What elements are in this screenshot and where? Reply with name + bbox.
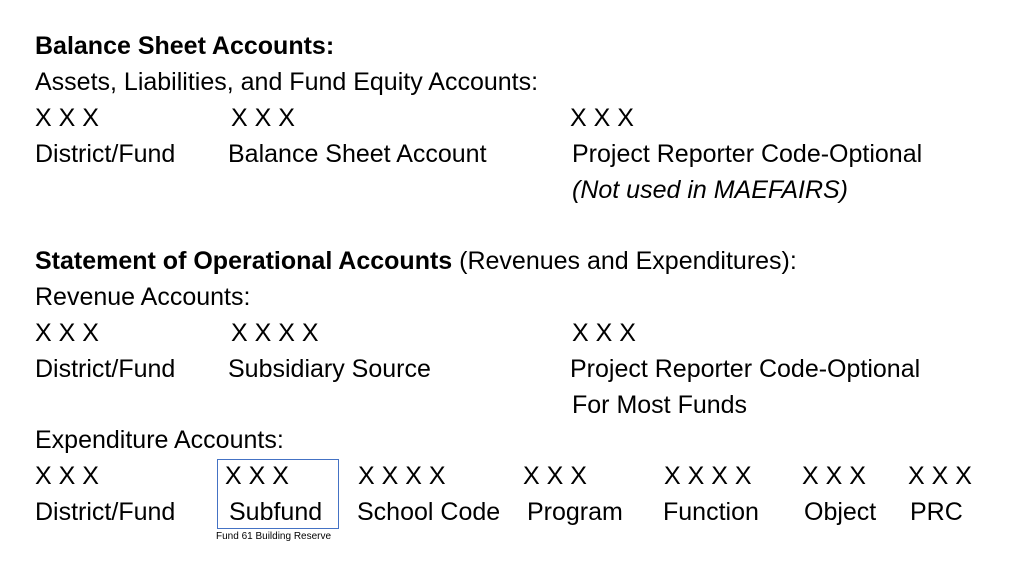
revenue-note: For Most Funds [572,391,748,419]
expenditure-code-program: X X X [523,462,587,490]
expenditure-label-object: Object [804,498,877,526]
revenue-label-project-reporter: Project Reporter Code-Optional [570,355,921,383]
expenditure-label-program: Program [527,498,623,526]
balance-sheet-subheading: Assets, Liabilities, and Fund Equity Accounts: [35,68,539,96]
balance-label-district-fund: District/Fund [35,140,176,168]
revenue-heading: Revenue Accounts: [35,283,251,311]
revenue-code-district-fund: X X X [35,319,99,347]
operational-heading [35,246,797,276]
balance-code-account: X X X [231,104,295,132]
revenue-code-project-reporter: X X X [572,319,636,347]
expenditure-label-subfund: Subfund [229,498,323,526]
expenditure-label-prc: PRC [910,498,963,526]
operational-heading-rest: (Revenues and Expenditures): [452,247,797,275]
expenditure-code-school: X X X X [358,462,446,490]
expenditure-code-prc: X X X [908,462,972,490]
expenditure-heading: Expenditure Accounts: [35,426,284,454]
expenditure-label-school-code: School Code [357,498,501,526]
balance-note: (Not used in MAEFAIRS) [572,176,849,204]
revenue-label-district-fund: District/Fund [35,355,176,383]
revenue-code-subsidiary-source: X X X X [231,319,319,347]
balance-label-project-reporter: Project Reporter Code-Optional [572,140,923,168]
expenditure-code-function: X X X X [664,462,752,490]
expenditure-code-district-fund: X X X [35,462,99,490]
expenditure-code-subfund: X X X [225,462,289,490]
balance-code-district-fund: X X X [35,104,99,132]
revenue-label-subsidiary-source: Subsidiary Source [228,355,431,383]
operational-heading-bold: Statement of Operational Accounts [35,247,453,275]
expenditure-code-object: X X X [802,462,866,490]
expenditure-label-district-fund: District/Fund [35,498,176,526]
expenditure-label-function: Function [663,498,759,526]
balance-sheet-heading: Balance Sheet Accounts: [35,32,335,60]
balance-label-account: Balance Sheet Account [228,140,487,168]
balance-code-project-reporter: X X X [570,104,634,132]
subfund-note: Fund 61 Building Reserve [216,531,332,542]
